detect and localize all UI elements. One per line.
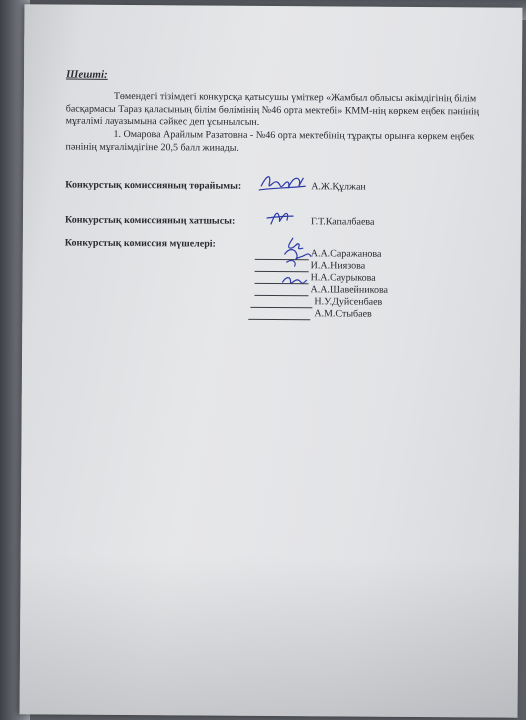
- document-page: [20, 4, 523, 717]
- secretary-signature: [265, 206, 295, 228]
- candidate-paragraph: 1. Омарова Арайлым Разатовна - №46 орта мектебінің тұрақты орынға көркем еңбек пәнінің мұғалімдігіне 20,5 балл жинады.: [65, 128, 475, 154]
- decision-heading: Шешті:: [65, 68, 108, 81]
- chair-name: А.Ж.Құлжан: [311, 181, 366, 193]
- members-label: Конкурстық комиссия мүшелері:: [64, 237, 216, 250]
- member-name: А.А.Шавейникова: [310, 284, 389, 296]
- secretary-label: Конкурстық комиссияның хатшысы:: [64, 214, 236, 227]
- member-name: А.А.Саражанова: [310, 248, 382, 260]
- member-name: А.М.Стыбаев: [314, 308, 372, 320]
- chair-label: Конкурстық комиссияның төрайымы:: [65, 179, 242, 192]
- decision-paragraph: Төмендегі тізімдегі конкурсқа қатысушы үміткер «Жамбыл облысы әкімдігінің білім басқармасы Тараз қаласының білім бөлімінің №46 орта мектебі» КММ-нің көркем еңбек пәнінің мұғалімі лауазымына сәйкес деп ұсынылсын.: [65, 90, 480, 128]
- member-name: И.А.Ниязова: [310, 260, 366, 272]
- chair-signature: [257, 170, 307, 196]
- member-name: Н.У.Дуйсенбаев: [314, 296, 383, 308]
- secretary-name: Г.Т.Капалбаева: [310, 216, 375, 228]
- member-name: Н.А.Саурыкова: [310, 272, 376, 284]
